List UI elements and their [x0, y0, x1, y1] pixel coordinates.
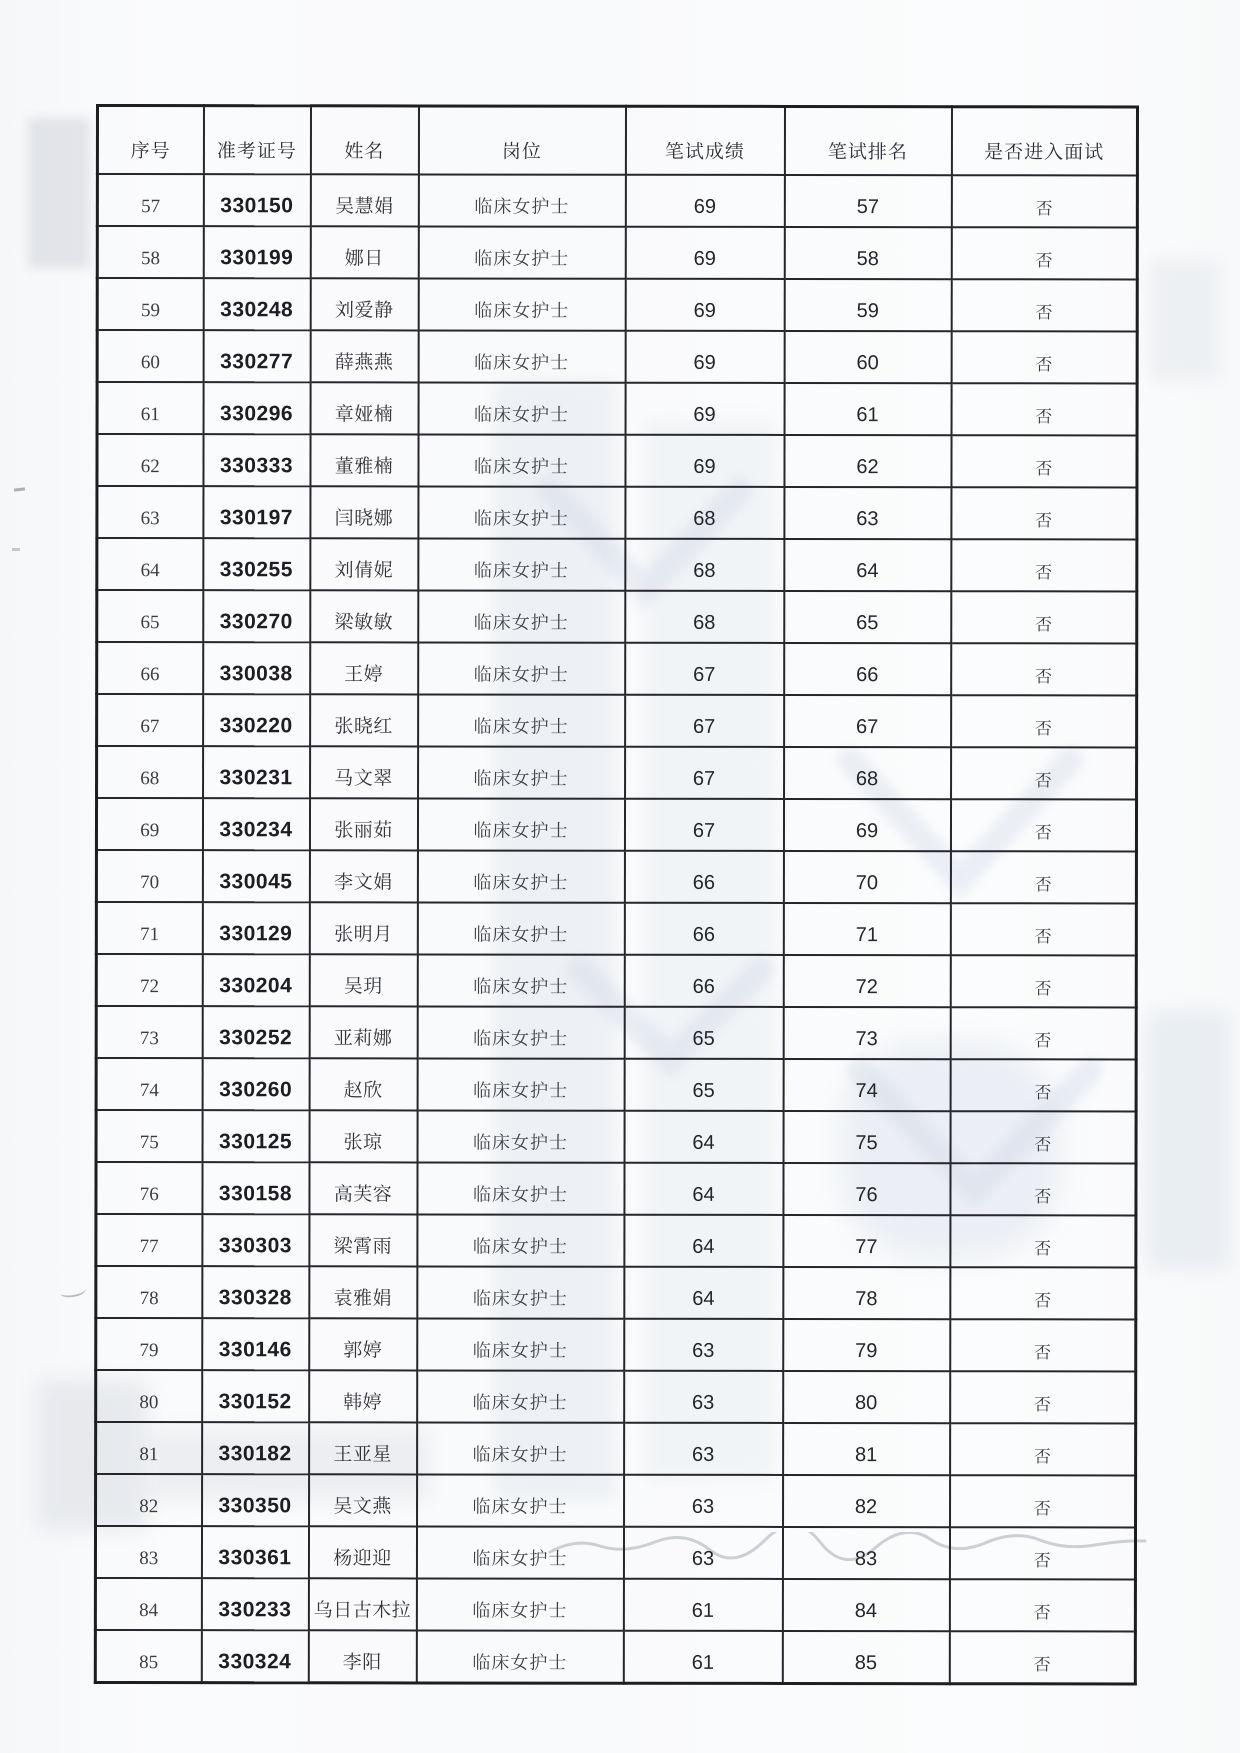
cell-index: 83: [95, 1526, 201, 1578]
cell-written-rank: 64: [784, 539, 951, 591]
cell-name: 吴慧娟: [310, 174, 418, 226]
table-row: [96, 1474, 1136, 1527]
cell-position: 临床女护士: [417, 798, 624, 850]
cell-enter-interview: 否: [951, 227, 1137, 279]
cell-position: 临床女护士: [418, 330, 625, 382]
cell-ticket-number: 330204: [202, 954, 309, 1006]
cell-index: 71: [96, 902, 202, 954]
cell-written-score: 69: [625, 435, 784, 487]
cell-index: 69: [96, 798, 202, 850]
cell-written-rank: 68: [784, 747, 951, 799]
cell-written-score: 65: [624, 1059, 783, 1111]
cell-written-rank: 69: [783, 799, 950, 851]
cell-name: 张琼: [309, 1110, 417, 1162]
cell-index: 77: [96, 1214, 202, 1266]
cell-ticket-number: 330303: [202, 1214, 309, 1266]
cell-written-rank: 62: [784, 435, 951, 487]
cell-enter-interview: 否: [950, 1267, 1136, 1319]
cell-name: 李阳: [308, 1630, 416, 1682]
cell-written-rank: 76: [783, 1163, 950, 1215]
cell-name: 郭婷: [309, 1318, 417, 1370]
cell-written-rank: 75: [783, 1111, 950, 1163]
cell-index: 80: [96, 1370, 202, 1422]
cell-ticket-number: 330182: [202, 1422, 309, 1474]
cell-name: 董雅楠: [310, 434, 418, 486]
cell-ticket-number: 330252: [202, 1006, 309, 1058]
cell-index: 79: [96, 1318, 202, 1370]
table-row: [97, 642, 1137, 695]
cell-written-score: 63: [624, 1371, 783, 1423]
cell-position: 临床女护士: [417, 1318, 624, 1370]
cell-position: 临床女护士: [417, 1006, 624, 1058]
cell-name: 闫晓娜: [310, 486, 418, 538]
cell-position: 临床女护士: [417, 1214, 624, 1266]
scan-smudge: [1146, 1010, 1230, 1270]
column-header-position: 岗位: [418, 106, 625, 175]
cell-enter-interview: 否: [950, 799, 1136, 851]
cell-written-score: 67: [625, 643, 784, 695]
cell-enter-interview: 否: [950, 1215, 1136, 1267]
cell-position: 临床女护士: [418, 434, 625, 486]
cell-enter-interview: 否: [950, 1111, 1136, 1163]
cell-enter-interview: 否: [951, 435, 1137, 487]
cell-written-rank: 63: [784, 487, 951, 539]
cell-position: 临床女护士: [417, 1422, 624, 1474]
cell-written-score: 66: [624, 955, 783, 1007]
cell-index: 68: [97, 746, 203, 798]
cell-name: 王亚星: [309, 1422, 417, 1474]
cell-enter-interview: 否: [951, 591, 1137, 643]
cell-written-score: 64: [624, 1267, 783, 1319]
cell-written-score: 68: [625, 487, 784, 539]
table-row: [97, 174, 1137, 227]
cell-enter-interview: 否: [951, 331, 1137, 383]
scan-speck: [12, 548, 20, 551]
cell-written-rank: 59: [784, 279, 951, 331]
cell-written-rank: 72: [783, 955, 950, 1007]
cell-ticket-number: 330231: [203, 746, 310, 798]
cell-position: 临床女护士: [418, 486, 625, 538]
cell-written-score: 66: [624, 903, 783, 955]
cell-ticket-number: 330324: [201, 1630, 308, 1682]
column-header-written-rank: 笔试排名: [784, 106, 951, 175]
table-row: [95, 1630, 1135, 1683]
cell-ticket-number: 330234: [202, 798, 309, 850]
scan-speck: [59, 1283, 87, 1299]
cell-ticket-number: 330220: [203, 694, 310, 746]
cell-ticket-number: 330333: [203, 434, 310, 486]
cell-name: 马文翠: [310, 746, 418, 798]
cell-ticket-number: 330152: [202, 1370, 309, 1422]
table-row: [96, 1370, 1136, 1423]
cell-name: 张晓红: [310, 694, 418, 746]
cell-position: 临床女护士: [418, 642, 625, 694]
cell-written-score: 61: [623, 1579, 782, 1631]
score-table: [94, 104, 1139, 1685]
cell-position: 临床女护士: [418, 226, 625, 278]
cell-index: 81: [96, 1422, 202, 1474]
cell-index: 74: [96, 1058, 202, 1110]
cell-enter-interview: 否: [950, 1423, 1136, 1475]
cell-name: 梁敏敏: [310, 590, 418, 642]
cell-written-rank: 74: [783, 1059, 950, 1111]
cell-enter-interview: 否: [951, 383, 1137, 435]
cell-written-rank: 85: [782, 1631, 949, 1683]
cell-written-score: 63: [624, 1319, 783, 1371]
table-row: [97, 382, 1137, 435]
cell-written-rank: 81: [783, 1423, 950, 1475]
cell-ticket-number: 330233: [201, 1578, 308, 1630]
cell-name: 娜日: [310, 226, 418, 278]
cell-written-score: 67: [624, 799, 783, 851]
cell-name: 张明月: [309, 902, 417, 954]
cell-index: 62: [97, 434, 203, 486]
table-row: [97, 330, 1137, 383]
cell-position: 临床女护士: [417, 1162, 624, 1214]
column-header-enter-interview: 是否进入面试: [951, 107, 1137, 176]
table-row: [97, 746, 1137, 799]
cell-enter-interview: 否: [951, 539, 1137, 591]
cell-ticket-number: 330328: [202, 1266, 309, 1318]
cell-position: 临床女护士: [418, 746, 625, 798]
cell-written-rank: 73: [783, 1007, 950, 1059]
table-row: [97, 590, 1137, 643]
cell-position: 临床女护士: [417, 1370, 624, 1422]
cell-written-score: 69: [625, 383, 784, 435]
cell-enter-interview: 否: [951, 643, 1137, 695]
cell-name: 吴玥: [309, 954, 417, 1006]
cell-enter-interview: 否: [950, 1319, 1136, 1371]
cell-name: 章娅楠: [310, 382, 418, 434]
cell-name: 薛燕燕: [310, 330, 418, 382]
cell-ticket-number: 330150: [203, 174, 310, 226]
cell-enter-interview: 否: [950, 1059, 1136, 1111]
column-header-index: 序号: [97, 106, 203, 175]
cell-index: 72: [96, 954, 202, 1006]
cell-ticket-number: 330350: [202, 1474, 309, 1526]
cell-position: 临床女护士: [416, 1578, 623, 1630]
cell-ticket-number: 330038: [203, 642, 310, 694]
cell-position: 临床女护士: [417, 1474, 624, 1526]
cell-enter-interview: 否: [949, 1527, 1135, 1579]
cell-index: 82: [96, 1474, 202, 1526]
cell-name: 王婷: [310, 642, 418, 694]
cell-position: 临床女护士: [417, 1110, 624, 1162]
cell-name: 乌日古木拉: [308, 1578, 416, 1630]
cell-position: 临床女护士: [417, 954, 624, 1006]
cell-written-score: 64: [624, 1163, 783, 1215]
cell-written-rank: 83: [782, 1527, 949, 1579]
cell-written-score: 69: [625, 331, 784, 383]
cell-written-rank: 78: [783, 1267, 950, 1319]
cell-written-rank: 66: [784, 643, 951, 695]
cell-index: 66: [97, 642, 203, 694]
cell-position: 临床女护士: [418, 538, 625, 590]
table-row: [96, 1110, 1136, 1163]
cell-ticket-number: 330129: [202, 902, 309, 954]
cell-index: 61: [97, 382, 203, 434]
cell-index: 57: [97, 174, 203, 226]
table-row: [96, 1058, 1136, 1111]
table-row: [97, 278, 1137, 331]
cell-enter-interview: 否: [949, 1631, 1135, 1683]
cell-written-rank: 70: [783, 851, 950, 903]
cell-position: 临床女护士: [416, 1526, 623, 1578]
cell-name: 袁雅娟: [309, 1266, 417, 1318]
cell-written-rank: 80: [783, 1371, 950, 1423]
cell-enter-interview: 否: [951, 747, 1137, 799]
cell-written-rank: 61: [784, 383, 951, 435]
cell-index: 64: [97, 538, 203, 590]
table-row: [96, 1266, 1136, 1319]
cell-position: 临床女护士: [417, 1058, 624, 1110]
cell-written-score: 69: [625, 279, 784, 331]
cell-enter-interview: 否: [951, 175, 1137, 227]
cell-index: 75: [96, 1110, 202, 1162]
cell-written-score: 67: [625, 695, 784, 747]
cell-position: 临床女护士: [417, 902, 624, 954]
cell-name: 韩婷: [309, 1370, 417, 1422]
cell-ticket-number: 330125: [202, 1110, 309, 1162]
cell-ticket-number: 330270: [203, 590, 310, 642]
table-row: [96, 954, 1136, 1007]
table-row: [96, 1006, 1136, 1059]
cell-written-rank: 82: [783, 1475, 950, 1527]
cell-index: 60: [97, 330, 203, 382]
cell-written-rank: 65: [784, 591, 951, 643]
table-row: [97, 226, 1137, 279]
cell-enter-interview: 否: [951, 487, 1137, 539]
cell-index: 59: [97, 278, 203, 330]
cell-written-score: 67: [625, 747, 784, 799]
cell-index: 58: [97, 226, 203, 278]
cell-index: 65: [97, 590, 203, 642]
cell-written-score: 69: [625, 175, 784, 227]
cell-ticket-number: 330146: [202, 1318, 309, 1370]
table-row: [96, 850, 1136, 903]
cell-name: 亚莉娜: [309, 1006, 417, 1058]
cell-written-score: 68: [625, 539, 784, 591]
cell-position: 临床女护士: [418, 694, 625, 746]
cell-index: 73: [96, 1006, 202, 1058]
table-row: [97, 538, 1137, 591]
cell-position: 临床女护士: [417, 1266, 624, 1318]
cell-position: 临床女护士: [418, 590, 625, 642]
cell-index: 63: [97, 486, 203, 538]
cell-ticket-number: 330260: [202, 1058, 309, 1110]
table-row: [97, 694, 1137, 747]
cell-ticket-number: 330255: [203, 538, 310, 590]
cell-position: 临床女护士: [416, 1630, 623, 1682]
cell-ticket-number: 330248: [203, 278, 310, 330]
cell-enter-interview: 否: [950, 1475, 1136, 1527]
cell-written-rank: 57: [784, 175, 951, 227]
cell-index: 76: [96, 1162, 202, 1214]
cell-name: 赵欣: [309, 1058, 417, 1110]
cell-index: 70: [96, 850, 202, 902]
cell-index: 78: [96, 1266, 202, 1318]
table-row: [97, 434, 1137, 487]
column-header-name: 姓名: [310, 106, 418, 175]
cell-ticket-number: 330197: [203, 486, 310, 538]
cell-written-score: 63: [624, 1423, 783, 1475]
cell-ticket-number: 330277: [203, 330, 310, 382]
table-row: [95, 1578, 1135, 1631]
cell-ticket-number: 330296: [203, 382, 310, 434]
cell-index: 85: [95, 1630, 201, 1682]
cell-enter-interview: 否: [950, 955, 1136, 1007]
cell-name: 刘爱静: [310, 278, 418, 330]
cell-written-score: 61: [623, 1631, 782, 1683]
table-row: [96, 1422, 1136, 1475]
scan-smudge: [1150, 260, 1220, 380]
cell-written-rank: 60: [784, 331, 951, 383]
cell-enter-interview: 否: [950, 1163, 1136, 1215]
cell-enter-interview: 否: [950, 851, 1136, 903]
cell-name: 张丽茹: [309, 798, 417, 850]
cell-ticket-number: 330361: [201, 1526, 308, 1578]
cell-written-score: 63: [624, 1475, 783, 1527]
cell-written-score: 66: [624, 851, 783, 903]
cell-ticket-number: 330199: [203, 226, 310, 278]
cell-written-rank: 84: [782, 1579, 949, 1631]
cell-written-score: 63: [623, 1527, 782, 1579]
cell-position: 临床女护士: [417, 850, 624, 902]
cell-name: 杨迎迎: [308, 1526, 416, 1578]
cell-name: 梁霄雨: [309, 1214, 417, 1266]
cell-name: 李文娟: [309, 850, 417, 902]
table-row: [97, 486, 1137, 539]
cell-enter-interview: 否: [950, 903, 1136, 955]
cell-ticket-number: 330158: [202, 1162, 309, 1214]
cell-enter-interview: 否: [950, 1007, 1136, 1059]
cell-name: 吴文燕: [309, 1474, 417, 1526]
table-row: [96, 798, 1136, 851]
cell-written-rank: 79: [783, 1319, 950, 1371]
cell-position: 临床女护士: [418, 278, 625, 330]
cell-written-score: 64: [624, 1111, 783, 1163]
cell-enter-interview: 否: [949, 1579, 1135, 1631]
cell-enter-interview: 否: [950, 1371, 1136, 1423]
cell-written-rank: 58: [784, 227, 951, 279]
cell-written-rank: 77: [783, 1215, 950, 1267]
header-row: [97, 106, 1137, 176]
table-body: [95, 174, 1137, 1683]
table-row: [95, 1526, 1135, 1579]
scan-smudge: [28, 118, 90, 268]
cell-ticket-number: 330045: [202, 850, 309, 902]
cell-written-score: 69: [625, 227, 784, 279]
table-row: [96, 1318, 1136, 1371]
column-header-ticket-number: 准考证号: [203, 106, 310, 175]
cell-written-score: 64: [624, 1215, 783, 1267]
column-header-written-score: 笔试成绩: [625, 106, 784, 175]
cell-written-rank: 71: [783, 903, 950, 955]
cell-position: 临床女护士: [418, 174, 625, 226]
cell-name: 高芙容: [309, 1162, 417, 1214]
cell-enter-interview: 否: [951, 279, 1137, 331]
cell-position: 临床女护士: [418, 382, 625, 434]
cell-written-rank: 67: [784, 695, 951, 747]
cell-name: 刘倩妮: [310, 538, 418, 590]
scan-speck: [14, 487, 25, 491]
cell-written-score: 65: [624, 1007, 783, 1059]
cell-enter-interview: 否: [951, 695, 1137, 747]
table-row: [96, 1162, 1136, 1215]
cell-index: 84: [95, 1578, 201, 1630]
table-row: [96, 1214, 1136, 1267]
cell-written-score: 68: [625, 591, 784, 643]
cell-index: 67: [97, 694, 203, 746]
table-row: [96, 902, 1136, 955]
